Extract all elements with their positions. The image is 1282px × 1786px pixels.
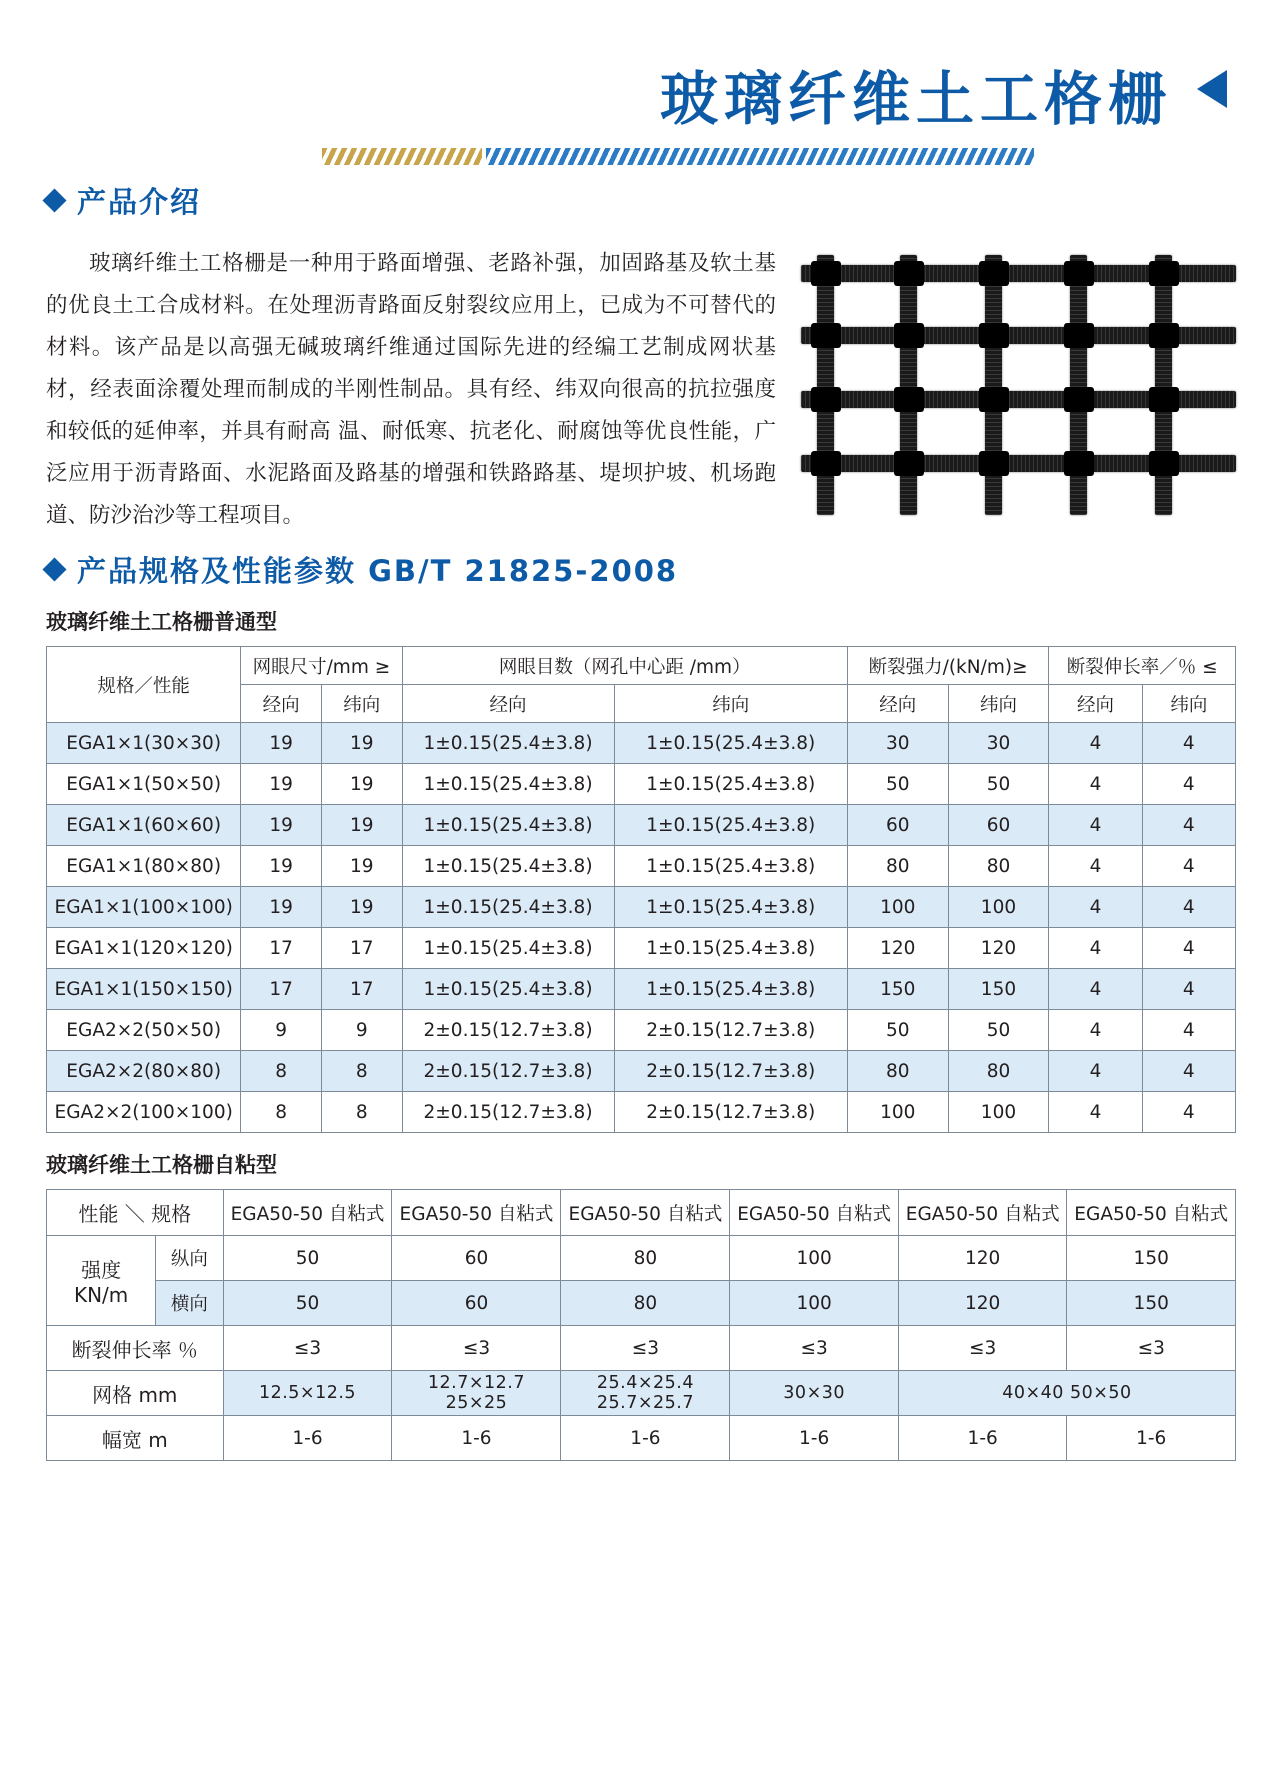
cell-count-weft-1: 1±0.15(25.4±3.8) — [614, 723, 847, 764]
cell-mesh-1: 12.5×12.5 — [223, 1371, 392, 1416]
cell-elong-weft-1: 4 — [1142, 723, 1235, 764]
decorative-stripe-bar — [322, 148, 1034, 165]
cell-strength-warp-9: 80 — [847, 1051, 948, 1092]
cell-count-weft-8: 2±0.15(12.7±3.8) — [614, 1010, 847, 1051]
cell-elong-warp-5: 4 — [1049, 887, 1142, 928]
th-model-4: EGA50-50 自粘式 — [730, 1190, 899, 1236]
cell-elong-weft-3: 4 — [1142, 805, 1235, 846]
table-row — [47, 969, 1236, 1010]
table-row — [47, 1281, 1236, 1326]
cell-count-weft-5: 1±0.15(25.4±3.8) — [614, 887, 847, 928]
intro-block — [0, 243, 1282, 543]
table2-caption: 玻璃纤维土工格栅自粘型 — [46, 1153, 277, 1177]
cell-width-3: 1-6 — [561, 1416, 730, 1461]
stripe-blue-segment — [486, 148, 1034, 165]
cell-weft-4: 100 — [730, 1281, 899, 1326]
cell-strength-weft-9: 80 — [948, 1051, 1049, 1092]
cell-mesh-warp-10: 8 — [241, 1092, 322, 1133]
cell-spec-2: EGA1×1(50×50) — [47, 764, 241, 805]
cell-elong-1: ≤3 — [223, 1326, 392, 1371]
cell-strength-weft-1: 30 — [948, 723, 1049, 764]
cell-elong-warp-1: 4 — [1049, 723, 1142, 764]
cell-count-warp-1: 1±0.15(25.4±3.8) — [402, 723, 614, 764]
cell-weft-3: 80 — [561, 1281, 730, 1326]
cell-warp-5: 120 — [898, 1236, 1067, 1281]
cell-count-warp-6: 1±0.15(25.4±3.8) — [402, 928, 614, 969]
th-mesh-size: 网眼尺寸/mm ≥ — [241, 647, 402, 685]
row-label-elongation: 断裂伸长率 ％ — [47, 1326, 224, 1371]
cell-elong-warp-7: 4 — [1049, 969, 1142, 1010]
row-label-warp: 纵向 — [156, 1236, 223, 1281]
cell-mesh-weft-10: 8 — [321, 1092, 402, 1133]
cell-elong-warp-4: 4 — [1049, 846, 1142, 887]
self-adhesive-type-table — [46, 1189, 1236, 1461]
cell-mesh-warp-6: 17 — [241, 928, 322, 969]
th-weft-4: 纬向 — [1142, 685, 1235, 723]
cell-elong-3: ≤3 — [561, 1326, 730, 1371]
cell-count-warp-9: 2±0.15(12.7±3.8) — [402, 1051, 614, 1092]
cell-warp-1: 50 — [223, 1236, 392, 1281]
table-header-row — [47, 647, 1236, 685]
th-warp-1: 经向 — [241, 685, 322, 723]
cell-weft-1: 50 — [223, 1281, 392, 1326]
cell-mesh-weft-8: 9 — [321, 1010, 402, 1051]
row-label-strength — [47, 1236, 156, 1326]
cell-count-weft-9: 2±0.15(12.7±3.8) — [614, 1051, 847, 1092]
cell-width-1: 1-6 — [223, 1416, 392, 1461]
cell-mesh-warp-5: 19 — [241, 887, 322, 928]
cell-mesh-2: 12.7×12.7 25×25 — [392, 1371, 561, 1416]
cell-elong-weft-9: 4 — [1142, 1051, 1235, 1092]
cell-count-weft-10: 2±0.15(12.7±3.8) — [614, 1092, 847, 1133]
cell-mesh-weft-1: 19 — [321, 723, 402, 764]
cell-strength-weft-5: 100 — [948, 887, 1049, 928]
cell-mesh-warp-4: 19 — [241, 846, 322, 887]
spec-section-title: 产品规格及性能参数 GB/T 21825-2008 — [77, 554, 679, 588]
cell-mesh-warp-2: 19 — [241, 764, 322, 805]
cell-elong-warp-9: 4 — [1049, 1051, 1142, 1092]
cell-mesh-weft-6: 17 — [321, 928, 402, 969]
th-model-5: EGA50-50 自粘式 — [898, 1190, 1067, 1236]
cell-count-warp-3: 1±0.15(25.4±3.8) — [402, 805, 614, 846]
cell-spec-5: EGA1×1(100×100) — [47, 887, 241, 928]
table-row — [47, 928, 1236, 969]
diamond-bullet-icon — [42, 188, 66, 212]
intro-section-heading — [46, 180, 1282, 221]
left-triangle-icon — [1197, 70, 1227, 108]
cell-count-warp-5: 1±0.15(25.4±3.8) — [402, 887, 614, 928]
diamond-bullet-icon — [42, 557, 66, 581]
th-model-1: EGA50-50 自粘式 — [223, 1190, 392, 1236]
cell-elong-weft-8: 4 — [1142, 1010, 1235, 1051]
row-label-mesh: 网格 mm — [47, 1371, 224, 1416]
th-model-3: EGA50-50 自粘式 — [561, 1190, 730, 1236]
table-row — [47, 887, 1236, 928]
th-spec-performance: 规格／性能 — [47, 647, 241, 723]
th-mesh-count: 网眼目数（网孔中心距 /mm） — [402, 647, 847, 685]
cell-strength-weft-3: 60 — [948, 805, 1049, 846]
cell-spec-1: EGA1×1(30×30) — [47, 723, 241, 764]
cell-elong-5: ≤3 — [898, 1326, 1067, 1371]
geogrid-illustration — [795, 251, 1242, 519]
cell-mesh-3: 25.4×25.4 25.7×25.7 — [561, 1371, 730, 1416]
cell-strength-weft-7: 150 — [948, 969, 1049, 1010]
cell-elong-weft-10: 4 — [1142, 1092, 1235, 1133]
spec-section-heading — [46, 549, 1282, 590]
th-warp-4: 经向 — [1049, 685, 1142, 723]
cell-elong-weft-2: 4 — [1142, 764, 1235, 805]
cell-elong-warp-6: 4 — [1049, 928, 1142, 969]
cell-elong-warp-8: 4 — [1049, 1010, 1142, 1051]
cell-strength-weft-6: 120 — [948, 928, 1049, 969]
cell-elong-2: ≤3 — [392, 1326, 561, 1371]
strength-label-line2: KN/m — [73, 1283, 129, 1307]
cell-mesh-weft-4: 19 — [321, 846, 402, 887]
standard-type-table — [46, 646, 1236, 1133]
cell-elong-warp-2: 4 — [1049, 764, 1142, 805]
table-row — [47, 723, 1236, 764]
cell-elong-weft-5: 4 — [1142, 887, 1235, 928]
cell-mesh-warp-3: 19 — [241, 805, 322, 846]
table-header-row — [47, 1190, 1236, 1236]
cell-warp-3: 80 — [561, 1236, 730, 1281]
th-weft-2: 纬向 — [614, 685, 847, 723]
cell-count-weft-6: 1±0.15(25.4±3.8) — [614, 928, 847, 969]
cell-mesh-weft-3: 19 — [321, 805, 402, 846]
table-row — [47, 805, 1236, 846]
table-row — [47, 764, 1236, 805]
table-row — [47, 1051, 1236, 1092]
row-label-weft: 横向 — [156, 1281, 223, 1326]
cell-mesh-warp-1: 19 — [241, 723, 322, 764]
table-row — [47, 1416, 1236, 1461]
cell-mesh-warp-8: 9 — [241, 1010, 322, 1051]
cell-count-warp-2: 1±0.15(25.4±3.8) — [402, 764, 614, 805]
table-row — [47, 1236, 1236, 1281]
intro-section-title: 产品介绍 — [77, 185, 202, 219]
cell-width-4: 1-6 — [730, 1416, 899, 1461]
cell-strength-warp-7: 150 — [847, 969, 948, 1010]
cell-strength-weft-8: 50 — [948, 1010, 1049, 1051]
cell-elong-weft-4: 4 — [1142, 846, 1235, 887]
cell-count-weft-3: 1±0.15(25.4±3.8) — [614, 805, 847, 846]
cell-warp-6: 150 — [1067, 1236, 1236, 1281]
cell-count-weft-7: 1±0.15(25.4±3.8) — [614, 969, 847, 1010]
cell-weft-5: 120 — [898, 1281, 1067, 1326]
cell-strength-warp-2: 50 — [847, 764, 948, 805]
table-row — [47, 1010, 1236, 1051]
th-weft-3: 纬向 — [948, 685, 1049, 723]
cell-spec-8: EGA2×2(50×50) — [47, 1010, 241, 1051]
cell-elong-6: ≤3 — [1067, 1326, 1236, 1371]
cell-spec-3: EGA1×1(60×60) — [47, 805, 241, 846]
cell-spec-4: EGA1×1(80×80) — [47, 846, 241, 887]
cell-count-weft-2: 1±0.15(25.4±3.8) — [614, 764, 847, 805]
th-breaking-strength: 断裂强力/(kN/m)≥ — [847, 647, 1048, 685]
cell-elong-4: ≤3 — [730, 1326, 899, 1371]
cell-strength-warp-1: 30 — [847, 723, 948, 764]
cell-count-warp-10: 2±0.15(12.7±3.8) — [402, 1092, 614, 1133]
cell-strength-weft-4: 80 — [948, 846, 1049, 887]
cell-mesh-4: 30×30 — [730, 1371, 899, 1416]
cell-warp-2: 60 — [392, 1236, 561, 1281]
cell-count-warp-8: 2±0.15(12.7±3.8) — [402, 1010, 614, 1051]
table-row — [47, 1326, 1236, 1371]
cell-strength-warp-8: 50 — [847, 1010, 948, 1051]
cell-count-weft-4: 1±0.15(25.4±3.8) — [614, 846, 847, 887]
cell-strength-warp-10: 100 — [847, 1092, 948, 1133]
cell-mesh-5: 40×40 50×50 — [898, 1371, 1235, 1416]
cell-warp-4: 100 — [730, 1236, 899, 1281]
cell-width-2: 1-6 — [392, 1416, 561, 1461]
cell-mesh-weft-2: 19 — [321, 764, 402, 805]
table-row — [47, 1092, 1236, 1133]
cell-mesh-weft-5: 19 — [321, 887, 402, 928]
cell-weft-2: 60 — [392, 1281, 561, 1326]
strength-label-line1: 强度 — [81, 1258, 122, 1282]
cell-spec-7: EGA1×1(150×150) — [47, 969, 241, 1010]
cell-count-warp-4: 1±0.15(25.4±3.8) — [402, 846, 614, 887]
row-label-width: 幅宽 m — [47, 1416, 224, 1461]
cell-width-5: 1-6 — [898, 1416, 1067, 1461]
cell-elong-warp-10: 4 — [1049, 1092, 1142, 1133]
cell-elong-weft-7: 4 — [1142, 969, 1235, 1010]
cell-mesh-warp-9: 8 — [241, 1051, 322, 1092]
table-row — [47, 1371, 1236, 1416]
cell-strength-weft-10: 100 — [948, 1092, 1049, 1133]
table1-caption: 玻璃纤维土工格栅普通型 — [46, 610, 277, 634]
cell-mesh-weft-7: 17 — [321, 969, 402, 1010]
th-warp-3: 经向 — [847, 685, 948, 723]
table-row — [47, 846, 1236, 887]
cell-elong-weft-6: 4 — [1142, 928, 1235, 969]
cell-strength-warp-5: 100 — [847, 887, 948, 928]
cell-spec-6: EGA1×1(120×120) — [47, 928, 241, 969]
cell-spec-10: EGA2×2(100×100) — [47, 1092, 241, 1133]
th-warp-2: 经向 — [402, 685, 614, 723]
cell-weft-6: 150 — [1067, 1281, 1236, 1326]
cell-count-warp-7: 1±0.15(25.4±3.8) — [402, 969, 614, 1010]
th-model-6: EGA50-50 自粘式 — [1067, 1190, 1236, 1236]
intro-paragraph: 玻璃纤维土工格栅是一种用于路面增强、老路补强，加固路基及软土基的优良土工合成材料。在处理沥青路面反射裂纹应用上，已成为不可替代的材料。该产品是以高强无碱玻璃纤维通过国际先进的经编工艺制成网状基材，经表面涂覆处理而制成的半刚性制品。具有经、纬双向很高的抗拉强度和较低的延伸率，并具有耐高 温、耐低寒、抗老化、耐腐蚀等优良性能，广泛应用于沥青路面、水泥路面及路基的增强和铁路路基、堤坝护坡、机场跑道、防沙治沙等工程项目。 — [46, 251, 776, 528]
page-title: 玻璃纤维土工格栅 — [659, 65, 1172, 133]
th-model-2: EGA50-50 自粘式 — [392, 1190, 561, 1236]
cell-strength-warp-3: 60 — [847, 805, 948, 846]
fiberglass-geogrid-photo — [795, 251, 1242, 519]
stripe-gold-segment — [322, 148, 482, 165]
th-breaking-elongation: 断裂伸长率／％ ≤ — [1049, 647, 1236, 685]
th-performance-spec-corner: 性能 ＼ 规格 — [47, 1190, 224, 1236]
cell-strength-warp-6: 120 — [847, 928, 948, 969]
page-header — [0, 0, 1282, 180]
cell-strength-warp-4: 80 — [847, 846, 948, 887]
cell-mesh-warp-7: 17 — [241, 969, 322, 1010]
cell-strength-weft-2: 50 — [948, 764, 1049, 805]
cell-spec-9: EGA2×2(80×80) — [47, 1051, 241, 1092]
th-weft-1: 纬向 — [321, 685, 402, 723]
cell-elong-warp-3: 4 — [1049, 805, 1142, 846]
cell-mesh-weft-9: 8 — [321, 1051, 402, 1092]
cell-width-6: 1-6 — [1067, 1416, 1236, 1461]
